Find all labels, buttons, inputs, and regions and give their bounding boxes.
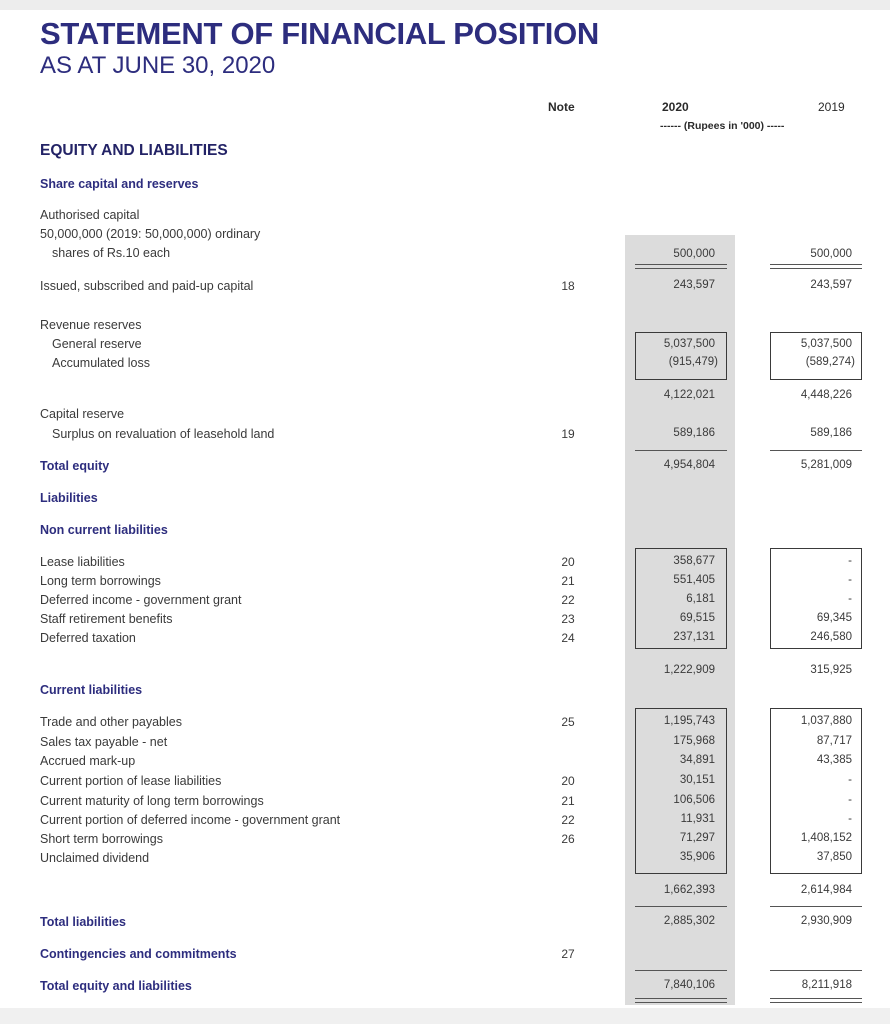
short-term-borrowings-note: 26 — [561, 832, 575, 846]
sales-tax-2020: 175,968 — [673, 735, 715, 747]
total-rule — [635, 970, 727, 971]
double-rule — [635, 264, 727, 269]
surplus-revaluation-label: Surplus on revaluation of leasehold land — [52, 427, 275, 441]
trade-payables-note: 25 — [561, 715, 575, 729]
trade-payables-2020: 1,195,743 — [663, 715, 715, 727]
current-grant-label: Current portion of deferred income - government grant — [40, 813, 341, 827]
double-rule — [770, 998, 862, 1003]
lease-liabilities-2019: - — [848, 555, 852, 567]
deferred-income-note: 22 — [561, 593, 575, 607]
trade-payables-label: Trade and other payables — [40, 715, 182, 729]
total-liabilities-label: Total liabilities — [40, 915, 126, 929]
total-equity-liabilities-label: Total equity and liabilities — [40, 979, 192, 993]
short-term-borrowings-label: Short term borrowings — [40, 832, 163, 846]
contingencies-label: Contingencies and commitments — [40, 947, 237, 961]
surplus-revaluation-note: 19 — [561, 427, 575, 441]
liabilities-heading: Liabilities — [40, 491, 98, 505]
current-borrowings-label: Current maturity of long term borrowings — [40, 794, 264, 808]
current-grant-2020: 11,931 — [680, 813, 715, 825]
current-borrowings-2019: - — [848, 794, 852, 806]
long-term-borrowings-2020: 551,405 — [673, 574, 715, 586]
current-grant-2019: - — [848, 813, 852, 825]
authorised-capital-label: Authorised capital — [40, 208, 140, 222]
issued-2020: 243,597 — [673, 279, 715, 291]
equity-liabilities-heading: EQUITY AND LIABILITIES — [40, 142, 228, 159]
issued-capital-label: Issued, subscribed and paid-up capital — [40, 279, 254, 293]
long-term-borrowings-label: Long term borrowings — [40, 574, 161, 588]
total-liabilities-2020: 2,885,302 — [663, 915, 715, 927]
page-bottom-edge — [0, 1008, 890, 1024]
deferred-taxation-2019: 246,580 — [810, 631, 852, 643]
revenue-reserves-subtotal-2019: 4,448,226 — [800, 389, 852, 401]
current-total-2020: 1,662,393 — [663, 884, 715, 896]
contingencies-note: 27 — [561, 947, 575, 961]
grand-total-2020: 7,840,106 — [663, 979, 715, 991]
general-reserve-label: General reserve — [52, 337, 142, 351]
sales-tax-2019: 87,717 — [816, 735, 852, 747]
unclaimed-dividend-2020: 35,906 — [679, 851, 715, 863]
subtotal-rule — [770, 906, 862, 907]
current-total-2019: 2,614,984 — [800, 884, 852, 896]
general-reserve-2019: 5,037,500 — [800, 338, 852, 350]
current-borrowings-2020: 106,506 — [673, 794, 715, 806]
long-term-borrowings-2019: - — [848, 574, 852, 586]
accumulated-loss-2020: (915,479) — [668, 356, 718, 368]
staff-retirement-2020: 69,515 — [679, 612, 715, 624]
staff-retirement-label: Staff retirement benefits — [40, 612, 173, 626]
page-subtitle: AS AT JUNE 30, 2020 — [40, 52, 276, 79]
short-term-borrowings-2019: 1,408,152 — [800, 832, 852, 844]
issued-capital-note: 18 — [561, 279, 575, 293]
trade-payables-2019: 1,037,880 — [800, 715, 852, 727]
current-lease-note: 20 — [561, 774, 575, 788]
year-2020-header: 2020 — [662, 100, 689, 114]
unclaimed-dividend-label: Unclaimed dividend — [40, 851, 150, 865]
lease-liabilities-2020: 358,677 — [673, 555, 715, 567]
revenue-reserves-subtotal-2020: 4,122,021 — [663, 389, 715, 401]
accrued-markup-2020: 34,891 — [679, 754, 715, 766]
total-equity-label: Total equity — [40, 459, 110, 473]
current-lease-2019: - — [848, 774, 852, 786]
accrued-markup-2019: 43,385 — [816, 754, 852, 766]
deferred-taxation-label: Deferred taxation — [40, 631, 136, 645]
long-term-borrowings-note: 21 — [561, 574, 575, 588]
total-equity-2019: 5,281,009 — [800, 459, 852, 471]
staff-retirement-note: 23 — [561, 612, 575, 626]
year-2019-header: 2019 — [818, 100, 845, 114]
deferred-income-2019: - — [848, 593, 852, 605]
staff-retirement-2019: 69,345 — [816, 612, 852, 624]
double-rule — [770, 264, 862, 269]
short-term-borrowings-2020: 71,297 — [679, 832, 715, 844]
issued-2019: 243,597 — [810, 279, 852, 291]
share-capital-heading: Share capital and reserves — [40, 177, 199, 191]
total-liabilities-2019: 2,930,909 — [800, 915, 852, 927]
accumulated-loss-label: Accumulated loss — [52, 356, 150, 370]
page-title: STATEMENT OF FINANCIAL POSITION — [40, 16, 600, 51]
surplus-revaluation-2020: 589,186 — [673, 427, 715, 439]
current-lease-2020: 30,151 — [679, 774, 715, 786]
sales-tax-label: Sales tax payable - net — [40, 735, 168, 749]
current-lease-label: Current portion of lease liabilities — [40, 774, 222, 788]
current-grant-note: 22 — [561, 813, 575, 827]
authorised-2019: 500,000 — [810, 248, 852, 260]
page-top-edge — [0, 0, 890, 10]
lease-liabilities-label: Lease liabilities — [40, 555, 125, 569]
deferred-taxation-note: 24 — [561, 631, 575, 645]
current-box-2019 — [770, 708, 862, 874]
accrued-markup-label: Accrued mark-up — [40, 754, 136, 768]
subtotal-rule — [635, 906, 727, 907]
non-current-total-2019: 315,925 — [810, 664, 852, 676]
revenue-reserves-label: Revenue reserves — [40, 318, 142, 332]
lease-liabilities-note: 20 — [561, 555, 575, 569]
grand-total-2019: 8,211,918 — [801, 979, 852, 991]
non-current-total-2020: 1,222,909 — [663, 664, 715, 676]
deferred-taxation-2020: 237,131 — [673, 631, 715, 643]
subtotal-rule — [770, 450, 862, 451]
deferred-income-label: Deferred income - government grant — [40, 593, 242, 607]
current-borrowings-note: 21 — [561, 794, 575, 808]
total-rule — [770, 970, 862, 971]
deferred-income-2020: 6,181 — [686, 593, 715, 605]
surplus-revaluation-2019: 589,186 — [810, 427, 852, 439]
currency-unit: ------ (Rupees in '000) ----- — [660, 120, 785, 132]
accumulated-loss-2019: (589,274) — [805, 356, 855, 368]
double-rule — [635, 998, 727, 1003]
current-liabilities-heading: Current liabilities — [40, 683, 143, 697]
subtotal-rule — [635, 450, 727, 451]
capital-reserve-label: Capital reserve — [40, 407, 125, 421]
current-box-2020 — [635, 708, 727, 874]
non-current-liabilities-heading: Non current liabilities — [40, 523, 168, 537]
unclaimed-dividend-2019: 37,850 — [816, 851, 852, 863]
general-reserve-2020: 5,037,500 — [663, 338, 715, 350]
authorised-capital-detail: 50,000,000 (2019: 50,000,000) ordinary — [40, 227, 261, 241]
authorised-2020: 500,000 — [673, 248, 715, 260]
authorised-capital-shares: shares of Rs.10 each — [52, 246, 171, 260]
total-equity-2020: 4,954,804 — [663, 459, 715, 471]
note-header: Note — [548, 100, 575, 114]
